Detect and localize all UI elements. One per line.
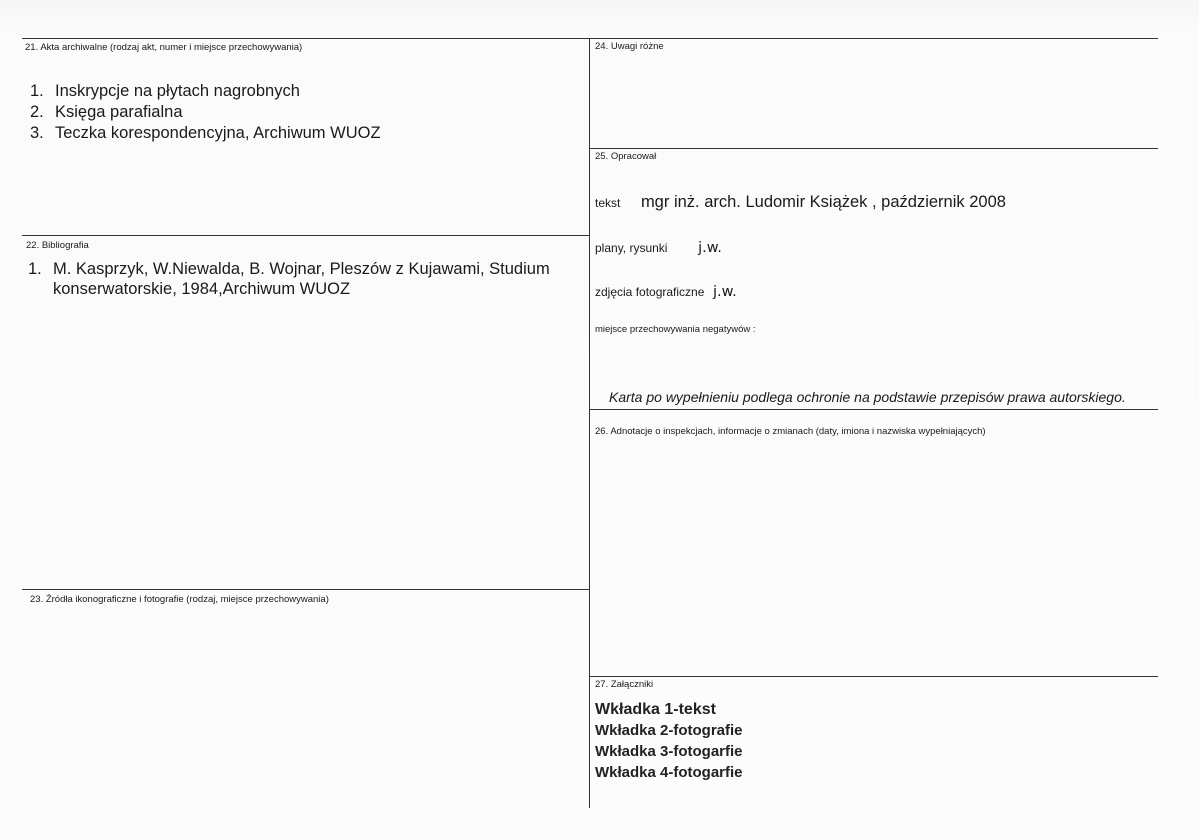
zdjecia-value: j.w. [713, 284, 737, 300]
bibliography-item: 1. M. Kasprzyk, W.Niewalda, B. Wojnar, Pleszów z Kujawami, Studium konserwatorskie, 1984,Archiwum WUOZ [28, 260, 550, 298]
section-22-label: 22. Bibliografia [26, 240, 89, 251]
tekst-value: mgr inż. arch. Ludomir Książek , październik 2008 [640, 193, 1006, 211]
attachments-list [595, 699, 743, 783]
copyright-note: Karta po wypełnieniu podlega ochronie na podstawie przepisów prawa autorskiego. [609, 389, 1126, 405]
section-24-label: 24. Uwagi różne [595, 41, 664, 52]
tekst-row [595, 192, 1006, 214]
plany-value: j.w. [698, 240, 722, 256]
divider-24-25 [589, 148, 1158, 149]
section-21-list [30, 81, 381, 144]
divider-25-26 [589, 409, 1158, 410]
top-border-line [22, 38, 1158, 39]
section-25-label: 25. Opracował [595, 151, 657, 162]
zdjecia-label: zdjęcia fotograficzne [595, 285, 705, 299]
center-divider-line [589, 38, 590, 808]
negatywy-label: miejsce przechowywania negatywów : [595, 324, 756, 335]
list-item: Wkładka 2-fotografie [595, 722, 743, 739]
list-item: Wkładka 1-tekst [595, 701, 716, 718]
section-27-label: 27. Załączniki [595, 679, 654, 690]
section-23-label: 23. Źródła ikonograficzne i fotografie (rodzaj, miejsce przechowywania) [30, 594, 329, 605]
plany-label: plany, rysunki [595, 241, 668, 255]
divider-21-22 [22, 235, 590, 236]
zdjecia-row [595, 281, 737, 303]
divider-22-23 [22, 589, 590, 590]
tekst-label: tekst [595, 196, 621, 210]
list-item: Wkładka 3-fotogarfie [595, 743, 743, 760]
list-item: Wkładka 4-fotogarfie [595, 764, 743, 781]
list-item: 2. Księga parafialna [30, 103, 183, 121]
section-21-label: 21. Akta archiwalne (rodzaj akt, numer i miejsce przechowywania) [25, 42, 303, 53]
plany-row [595, 237, 722, 259]
list-item: 3. Teczka korespondencyjna, Archiwum WUOZ [30, 124, 381, 142]
section-26-label: 26. Adnotacje o inspekcjach, informacje o zmianach (daty, imiona i nazwiska wypełniających) [595, 426, 986, 437]
divider-26-27 [589, 676, 1158, 677]
list-item: 1. Inskrypcje na płytach nagrobnych [30, 82, 300, 100]
